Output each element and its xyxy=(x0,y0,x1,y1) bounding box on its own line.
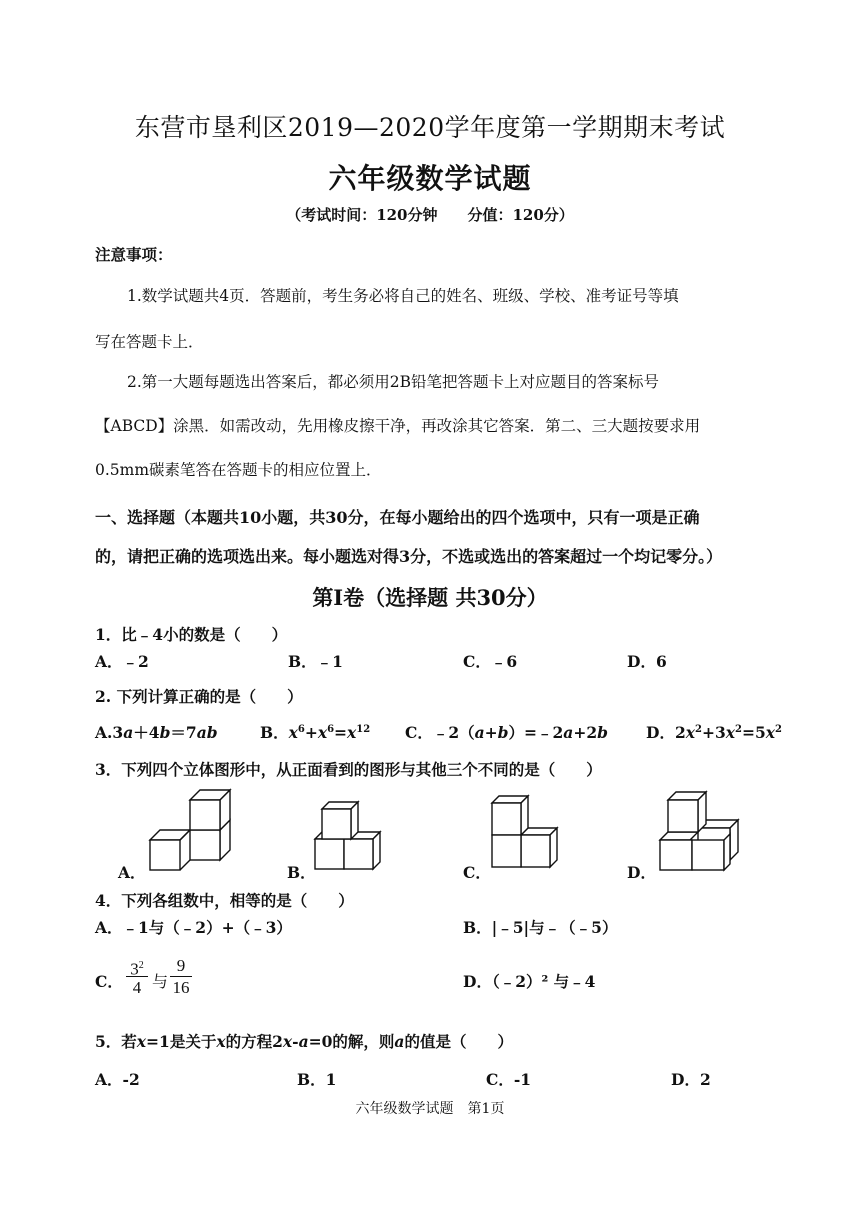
q5-text: 的值是（ ） xyxy=(404,1032,513,1051)
q2-d-part: D．2 xyxy=(646,723,686,742)
q2-b-part: + xyxy=(304,723,318,742)
q3-label-a: A． xyxy=(118,863,146,882)
q2-option-a xyxy=(95,721,218,743)
q5-var: x xyxy=(216,1032,226,1051)
note-1-line-2: 写在答题卡上． xyxy=(95,333,204,351)
note-2-line-2: 【ABCD】涂黑．如需改动，先用橡皮擦干净，再改涂其它答案．第二、三大题按要求用 xyxy=(95,417,701,435)
q2-c-part: + xyxy=(484,723,498,742)
note-1-line-1: 1.数学试题共4页．答题前，考生务必将自己的姓名、班级、学校、准考证号等填 xyxy=(127,287,679,305)
q2-c-part: C．﹣2（ xyxy=(405,723,475,742)
q3-figure-c xyxy=(487,790,567,875)
q3-stem: 3．下列四个立体图形中，从正面看到的图形与其他三个不同的是（ ） xyxy=(95,760,602,779)
q2-a-part: A.3 xyxy=(95,723,124,742)
q3-figure-b xyxy=(310,797,390,877)
notes-heading: 注意事项： xyxy=(95,245,173,264)
q2-b-var: x xyxy=(317,723,328,742)
note-2-line-3: 0.5mm碳素笔答在答题卡的相应位置上． xyxy=(95,461,382,479)
q5-var: a xyxy=(298,1032,309,1051)
q2-a-var: b xyxy=(159,723,171,742)
section-1-instructions-line-2: 的，请把正确的选项选出来。每小题选对得3分，不选或选出的答案超过一个均记零分。） xyxy=(95,547,723,566)
q4-frac1-den: 4 xyxy=(126,976,148,998)
q3-figure-d xyxy=(653,785,748,875)
q2-option-d xyxy=(646,721,782,743)
q2-b-part: = xyxy=(334,723,348,742)
q2-d-exp: 2 xyxy=(734,723,742,735)
q2-d-var: x xyxy=(725,723,735,742)
q2-d-var: x xyxy=(685,723,695,742)
q2-option-b xyxy=(260,721,370,743)
page-footer: 六年级数学试题 第1页 xyxy=(355,1101,505,1117)
q1-option-a: A．﹣2 xyxy=(95,652,149,671)
q4-frac2-num: 9 xyxy=(176,956,186,975)
q2-b-exp: 6 xyxy=(297,723,305,735)
q2-b-var: x xyxy=(288,723,298,742)
q5-option-a: A．-2 xyxy=(95,1070,140,1089)
q2-a-part: ＋4 xyxy=(133,723,160,742)
q3-label-d: D． xyxy=(627,863,656,882)
q5-text: 5．若 xyxy=(95,1032,137,1051)
volume-title: 第Ⅰ卷（选择题 共30分） xyxy=(312,585,548,610)
q5-text: 的方程2 xyxy=(225,1032,283,1051)
section-1-instructions-line-1: 一、选择题（本题共10小题，共30分，在每小题给出的四个选项中，只有一项是正确 xyxy=(95,508,700,527)
q2-d-part: +3 xyxy=(701,723,726,742)
note-2-line-1: 2.第一大题每题选出答案后，都必须用2B铅笔把答题卡上对应题目的答案标号 xyxy=(127,373,660,391)
q4-frac1-num: 3 xyxy=(130,959,139,979)
q1-option-d: D．6 xyxy=(627,652,667,671)
exam-info: （考试时间：120分钟 分值：120分） xyxy=(286,206,574,224)
q2-c-var: b xyxy=(497,723,509,742)
q4-option-d: D．（﹣2）² 与﹣4 xyxy=(463,972,596,991)
exam-subtitle: 六年级数学试题 xyxy=(328,162,532,195)
q5-stem xyxy=(95,1030,513,1052)
q2-c-var: b xyxy=(597,723,608,742)
q2-a-part: ＝7 xyxy=(170,723,197,742)
q2-b-exp: 6 xyxy=(327,723,335,735)
q2-c-part: ）=﹣2 xyxy=(508,723,564,742)
q1-stem: 1．比﹣4小的数是（ ） xyxy=(95,625,288,644)
q4-stem: 4．下列各组数中，相等的是（ ） xyxy=(95,891,354,910)
q2-a-var: a xyxy=(123,723,134,742)
q5-text: =0的解，则 xyxy=(308,1032,395,1051)
q1-option-b: B．﹣1 xyxy=(288,652,343,671)
q4-option-b: B．|﹣5|与﹣（﹣5） xyxy=(463,918,618,937)
q2-d-var: x xyxy=(765,723,775,742)
q5-option-d: D．2 xyxy=(671,1070,711,1089)
q5-var: x xyxy=(282,1032,293,1051)
q5-var: x xyxy=(136,1032,147,1051)
q4-fraction-1 xyxy=(126,955,148,998)
q4-option-c-label: C． xyxy=(95,972,123,991)
q5-option-b: B．1 xyxy=(297,1070,337,1089)
q1-option-c: C．﹣6 xyxy=(463,652,518,671)
q2-b-part: B． xyxy=(260,723,289,742)
q2-option-c xyxy=(405,721,608,743)
q5-option-c: C．-1 xyxy=(486,1070,532,1089)
q2-d-exp: 2 xyxy=(694,723,702,735)
q2-b-exp: 12 xyxy=(356,723,371,735)
q2-d-part: =5 xyxy=(741,723,766,742)
exam-title: 东营市垦利区2019—2020学年度第一学期期末考试 xyxy=(134,113,726,142)
q2-d-exp: 2 xyxy=(774,723,782,735)
q4-frac1-exp: 2 xyxy=(138,960,144,971)
q2-c-part: +2 xyxy=(573,723,598,742)
q3-figure-a xyxy=(140,785,250,875)
q3-label-c: C． xyxy=(463,863,491,882)
q5-var: a xyxy=(394,1032,405,1051)
q2-a-var: ab xyxy=(196,723,218,742)
q2-c-var: a xyxy=(474,723,485,742)
q4-frac2-den: 16 xyxy=(170,976,192,998)
q4-option-c-connector: 与 xyxy=(152,972,169,991)
q4-option-a: A．﹣1与（﹣2）+（﹣3） xyxy=(95,918,292,937)
q2-b-var: x xyxy=(347,723,357,742)
q5-text: - xyxy=(292,1032,299,1051)
q5-text: =1是关于 xyxy=(146,1032,217,1051)
q3-label-b: B． xyxy=(287,863,316,882)
q4-fraction-2 xyxy=(170,955,192,998)
q2-stem: 2. 下列计算正确的是（ ） xyxy=(95,687,303,706)
q2-c-var: a xyxy=(563,723,574,742)
